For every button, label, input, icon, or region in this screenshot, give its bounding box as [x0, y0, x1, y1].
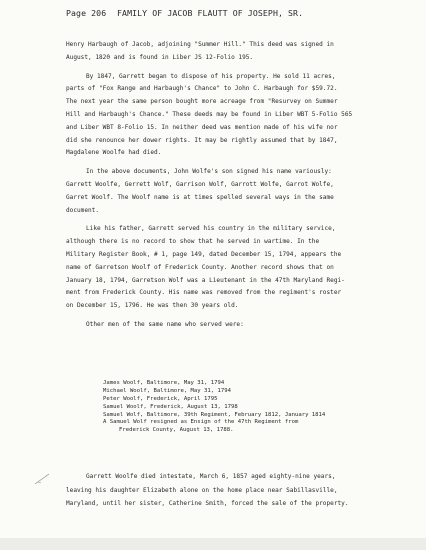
list-item: Samuel Wolf, Baltimore, 39th Regiment, February 1812, January 1814 — [103, 411, 326, 418]
list-item: Samuel Woolf, Frederick, August 13, 1798 — [103, 403, 238, 410]
page-title: FAMILY OF JACOB FLAUTT OF JOSEPH, SR. — [117, 8, 304, 18]
text-line: In the above documents, John Wolfe's son signed his name variously: — [86, 168, 332, 176]
page-number: Page 206 — [66, 8, 107, 18]
paragraph — [66, 319, 384, 332]
pencil-mark-icon — [33, 472, 51, 486]
text-line: The next year the same person bought more acreage from "Resurvey on Summer — [66, 98, 338, 106]
text-line: Military Register Book, # 1, page 149, dated December 15, 1794, appears the — [66, 250, 342, 258]
paragraph — [66, 223, 384, 319]
list-item: Michael Woolf, Baltimore, May 31, 1794 — [103, 387, 231, 394]
paragraph — [66, 39, 384, 71]
list-item: James Woolf, Baltimore, May 31, 1794 — [103, 380, 225, 386]
text-line: and Liber WBT 8-Folio 15. In neither deed was mention made of his wife nor — [66, 123, 338, 131]
page-header — [66, 8, 366, 18]
text-line: did she renounce her dower rights. It may be rightly assumed that by 1847, — [66, 136, 338, 144]
text-line: Maryland, until her sister, Catherine Smith, forced the sale of the property. — [66, 500, 349, 508]
list-item: Frederick County, August 13, 1788. — [119, 427, 234, 434]
text-line: Henry Harbaugh of Jacob, adjoining "Summer Hill." This deed was signed in — [66, 41, 334, 48]
text-line: Like his father, Garrett served his country in the military service, — [86, 225, 336, 233]
text-line: name of Garretson Woolf of Frederick County. Another record shows that on — [66, 263, 334, 271]
text-line: August, 1820 and is found in Liber JS 12-Folio 195. — [66, 53, 254, 61]
paragraph — [66, 71, 384, 167]
text-line: leaving his daughter Elizabeth alone on the home place near Sabillasville, — [66, 486, 338, 494]
text-line: Other men of the same name who served were: — [86, 320, 244, 328]
body-text — [66, 39, 384, 332]
text-line: on December 15, 1796. He was then 30 years old. — [66, 302, 239, 310]
text-line: Magdalene Woolfe had died. — [66, 149, 162, 157]
text-line: Garrett Woolfe died intestate, March 6, 1857 aged eighty-nine years, — [86, 473, 336, 480]
text-line: document. — [66, 206, 100, 214]
list-item: Peter Woolf, Frederick, April 1795 — [103, 395, 218, 402]
page-bottom-edge — [0, 538, 426, 550]
text-line: Garret Woolf. The Woolf name is at times spelled several ways in the same — [66, 193, 334, 201]
text-line: parts of "Fox Range and Harbaugh's Chance" to John C. Harbaugh for $59.72. — [66, 85, 338, 93]
text-line: Garrett Woolfe, Gerrett Wolf, Garrison Wolf, Garrott Wolfe, Garrot Wolfe, — [66, 180, 334, 188]
text-line: By 1847, Garrett began to dispose of his property. He sold 11 acres, — [86, 72, 336, 80]
text-line: January 18, 1794, Garretson Wolf was a Lieutenant in the 47th Maryland Regi- — [66, 276, 345, 284]
list-item: A Samuel Wolf resigned as Ensign of the 47th Regiment from — [103, 419, 299, 426]
paragraph — [66, 166, 384, 223]
service-list — [103, 380, 403, 435]
closing-paragraph — [66, 470, 384, 511]
text-line: although there is no record to show that he served in wartime. In the — [66, 238, 320, 246]
text-line: ment from Frederick County. His name was removed from the regiment's roster — [66, 289, 342, 297]
text-line: Hill and Harbaugh's Chance." These deeds may be found in Liber WBT 5-Folio 565 — [66, 110, 353, 118]
